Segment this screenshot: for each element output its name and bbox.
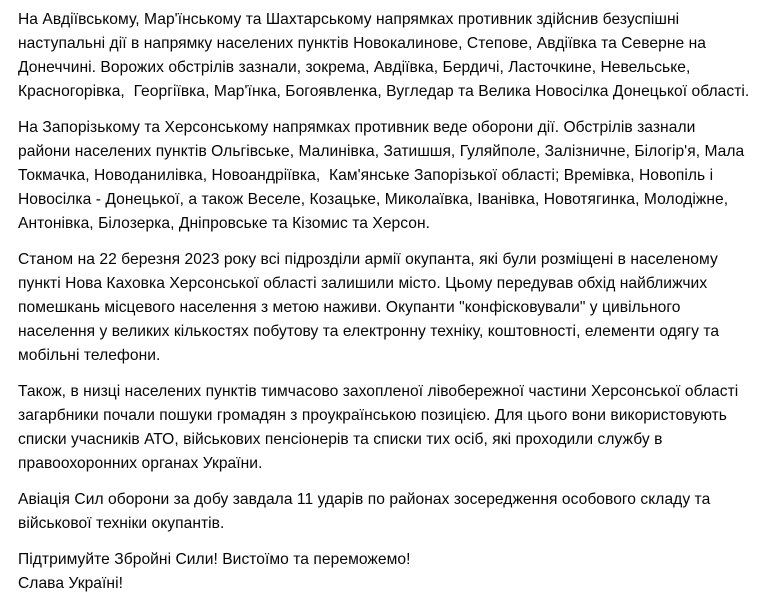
paragraph-aviation-strikes: Авіація Сил оборони за добу завдала 11 ударів по районах зосередження особового складу та військової техніки окупантів. [18, 491, 715, 532]
paragraph-closing-slogan: Підтримуйте Збройні Сили! Вистоїмо та переможемо! Слава Україні! [18, 551, 411, 592]
paragraph-nova-kakhovka: Станом на 22 березня 2023 року всі підрозділи армії окупанта, які були розміщені в населеному пункті Нова Каховка Херсонської області залишили місто. Цьому передував обхід найближчих помешкань місцевого населення з метою наживи. Окупанти "конфісковували" у цивільного населення у великих кількостях побутову та електронну техніку, коштовності, елементи одягу та мобільні телефони. [18, 251, 724, 364]
paragraph-occupied-territories: Також, в низці населених пунктів тимчасово захопленої лівобережної частини Херсонської області загарбники почали пошуки громадян з проукраїнською позицією. Для цього вони використовують списки учасників АТО, військових пенсіонерів та списки тих осіб, які проходили службу в правоохоронних органах України. [18, 383, 743, 472]
paragraph-donetsk-directions: На Авдіївському, Мар'їнському та Шахтарському напрямках противник здійснив безуспішні наступальні дії в напрямку населених пунктів Новокалинове, Степове, Авдіївка та Северне на Донеччині. Ворожих обстрілів зазнали, зокрема, Авдіївка, Бердичі, Ласточкине, Невельське, Красногорівка, Георгіївка, Мар'їнка, Богоявленка, Вугледар та Велика Новосілка Донецької області. [18, 11, 750, 100]
paragraph-zaporizhzhia-kherson-directions: На Запорізькому та Херсонському напрямках противник веде оборони дії. Обстрілів зазнали райони населених пунктів Ольгівське, Малинівка, Затишшя, Гуляйполе, Залізничне, Білогір'я, Мала Токмачка, Новоданилівка, Новоандріївка, Кам'янське Запорізької області; Времівка, Новопіль і Новосілка - Донецької, а також Веселе, Козацьке, Миколаївка, Іванівка, Новотягинка, Молодіжне, Антонівка, Білозерка, Дніпровське та Кізомис та Херсон. [18, 119, 749, 232]
